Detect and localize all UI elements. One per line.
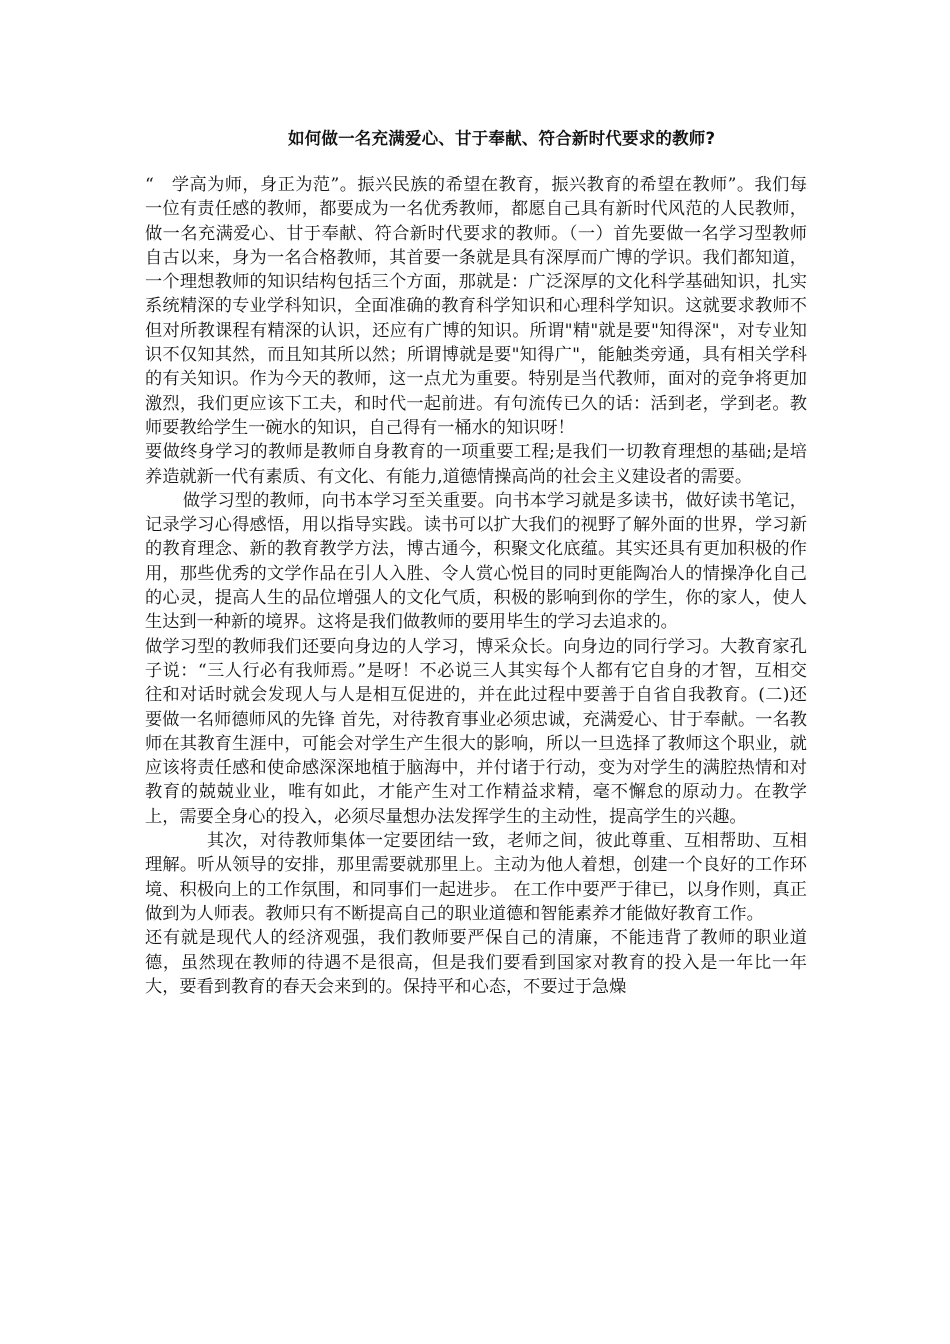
paragraph-6: 还有就是现代人的经济观强，我们教师要严保自己的清廉，不能违背了教师的职业道德，虽然现在教师的待遇不是很高，但是我们要看到国家对教育的投入是一年比一年大，要看到教育的春天会来到的。保持平和心态，不要过于急燥 xyxy=(145,928,807,997)
document-body xyxy=(145,173,807,999)
paragraph-3: 做学习型的教师，向书本学习至关重要。向书本学习就是多读书，做好读书笔记，记录学习心得感悟，用以指导实践。读书可以扩大我们的视野了解外面的世界，学习新的教育理念、新的教育教学方法，博古通今，积聚文化底蕴。其实还具有更加积极的作用，那些优秀的文学作品在引人入胜、令人赏心悦目的同时更能陶冶人的情操净化自己的心灵，提高人生的品位增强人的文化气质，积极的影响到你的学生，你的家人，使人生达到一种新的境界。这将是我们做教师的要用毕生的学习去追求的。 xyxy=(145,490,807,633)
document-title: 如何做一名充满爱心、甘于奉献、符合新时代要求的教师? xyxy=(288,129,716,148)
paragraph-2: 要做终身学习的教师是教师自身教育的一项重要工程;是我们一切教育理想的基础;是培养造就新一代有素质、有文化、有能力,道德情操高尚的社会主义建设者的需要。 xyxy=(145,442,807,487)
paragraph-4: 做学习型的教师我们还要向身边的人学习，博采众长。向身边的同行学习。大教育家孔子说：“三人行必有我师焉。”是呀！不必说三人其实每个人都有它自身的才智，互相交往和对话时就会发现人与人是相互促进的，并在此过程中要善于自省自我教育。(二)还要做一名师德师风的先锋 首先，对待教育事业必须忠诚，充满爱心、甘于奉献。一名教师在其教育生涯中，可能会对学生产生很大的影响，所以一旦选择了教师这个职业，就应该将责任感和使命感深深地植于脑海中，并付诸于行动，变为对学生的满腔热情和对教育的兢兢业业，唯有如此，才能产生对工作精益求精，毫不懈怠的原动力。在教学上，需要全身心的投入，必须尽量想办法发挥学生的主动性，提高学生的兴趣。 xyxy=(145,636,807,827)
paragraph-1: “ 学高为师，身正为范”。振兴民族的希望在教育，振兴教育的希望在教师”。我们每一位有责任感的教师，都要成为一名优秀教师，都愿自己具有新时代风范的人民教师，做一名充满爱心、甘于奉献、符合新时代要求的教师。（一）首先要做一名学习型教师 自古以来，身为一名合格教师，其首要一条就是具有深厚而广博的学识。我们都知道，一个理想教师的知识结构包括三个方面，那就是：广泛深厚的文化科学基础知识，扎实系统精深的专业学科知识，全面准确的教育科学知识和心理科学知识。这就要求教师不但对所教课程有精深的认识，还应有广博的知识。所谓"精"就是要"知得深"，对专业知识不仅知其然，而且知其所以然；所谓博就是要"知得广"，能触类旁通，具有相关学科的有关知识。作为今天的教师，这一点尤为重要。特别是当代教师，面对的竞争将更加激烈，我们更应该下工夫，和时代一起前进。有句流传已久的话：活到老，学到老。教师要教给学生一碗水的知识，自己得有一桶水的知识呀！ xyxy=(145,175,807,438)
paragraph-5: 其次，对待教师集体一定要团结一致，老师之间，彼此尊重、互相帮助、互相理解。听从领导的安排，那里需要就那里上。主动为他人着想，创建一个良好的工作环境、积极向上的工作氛围，和同事们一起进步。 在工作中要严于律已，以身作则，真正做到为人师表。教师只有不断提高自己的职业道德和智能素养才能做好教育工作。 xyxy=(145,831,807,924)
